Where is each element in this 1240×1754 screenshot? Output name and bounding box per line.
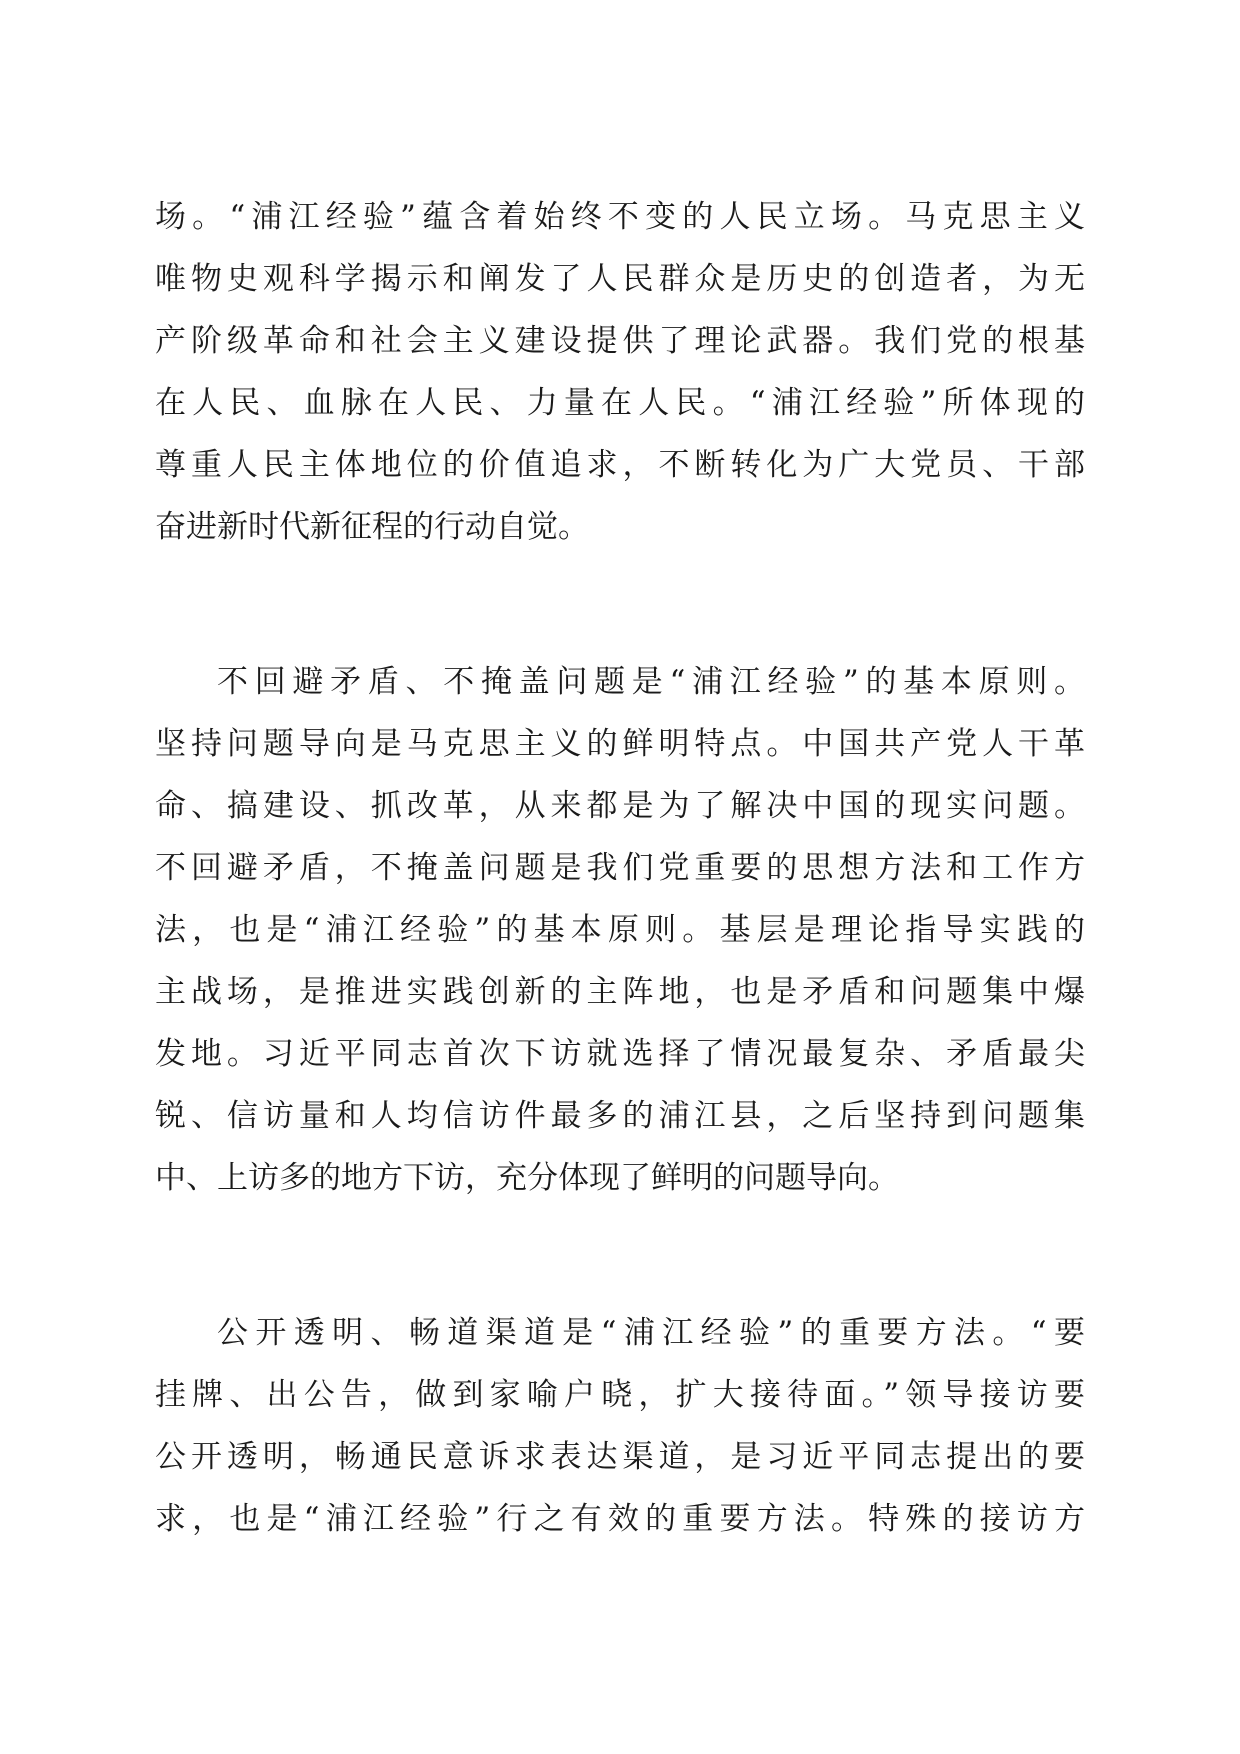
- text-line: 发地。习近平同志首次下访就选择了情况最复杂、矛盾最尖: [155, 1036, 1085, 1072]
- text-line: 唯物史观科学揭示和阐发了人民群众是历史的创造者，为无: [155, 261, 1085, 297]
- text-line: 不回避矛盾、不掩盖问题是“浦江经验”的基本原则。: [217, 664, 1085, 700]
- text-line: 场。“浦江经验”蕴含着始终不变的人民立场。马克思主义: [155, 199, 1085, 235]
- text-line: 坚持问题导向是马克思主义的鲜明特点。中国共产党人干革: [155, 726, 1085, 762]
- text-line: 主战场，是推进实践创新的主阵地，也是矛盾和问题集中爆: [155, 974, 1085, 1010]
- text-line: 求，也是“浦江经验”行之有效的重要方法。特殊的接访方: [155, 1501, 1085, 1537]
- text-line: 不回避矛盾，不掩盖问题是我们党重要的思想方法和工作方: [155, 850, 1085, 886]
- text-line: 尊重人民主体地位的价值追求，不断转化为广大党员、干部: [155, 447, 1085, 483]
- paragraph-basic-principle: [155, 651, 1085, 1209]
- text-line: 奋进新时代新征程的行动自觉。: [155, 509, 589, 545]
- text-line: 公开透明，畅通民意诉求表达渠道，是习近平同志提出的要: [155, 1439, 1085, 1475]
- text-line: 锐、信访量和人均信访件最多的浦江县，之后坚持到问题集: [155, 1098, 1085, 1134]
- text-line: 公开透明、畅道渠道是“浦江经验”的重要方法。“要: [217, 1315, 1085, 1351]
- text-line: 挂牌、出公告，做到家喻户晓，扩大接待面。”领导接访要: [155, 1377, 1085, 1413]
- text-line: 中、上访多的地方下访，充分体现了鲜明的问题导向。: [155, 1160, 899, 1196]
- text-line: 产阶级革命和社会主义建设提供了理论武器。我们党的根基: [155, 323, 1085, 359]
- paragraph-important-method: [155, 1302, 1085, 1550]
- text-line: 命、搞建设、抓改革，从来都是为了解决中国的现实问题。: [155, 788, 1085, 824]
- text-line: 法，也是“浦江经验”的基本原则。基层是理论指导实践的: [155, 912, 1085, 948]
- paragraph-people-stance: [155, 186, 1085, 558]
- text-line: 在人民、血脉在人民、力量在人民。“浦江经验”所体现的: [155, 385, 1085, 421]
